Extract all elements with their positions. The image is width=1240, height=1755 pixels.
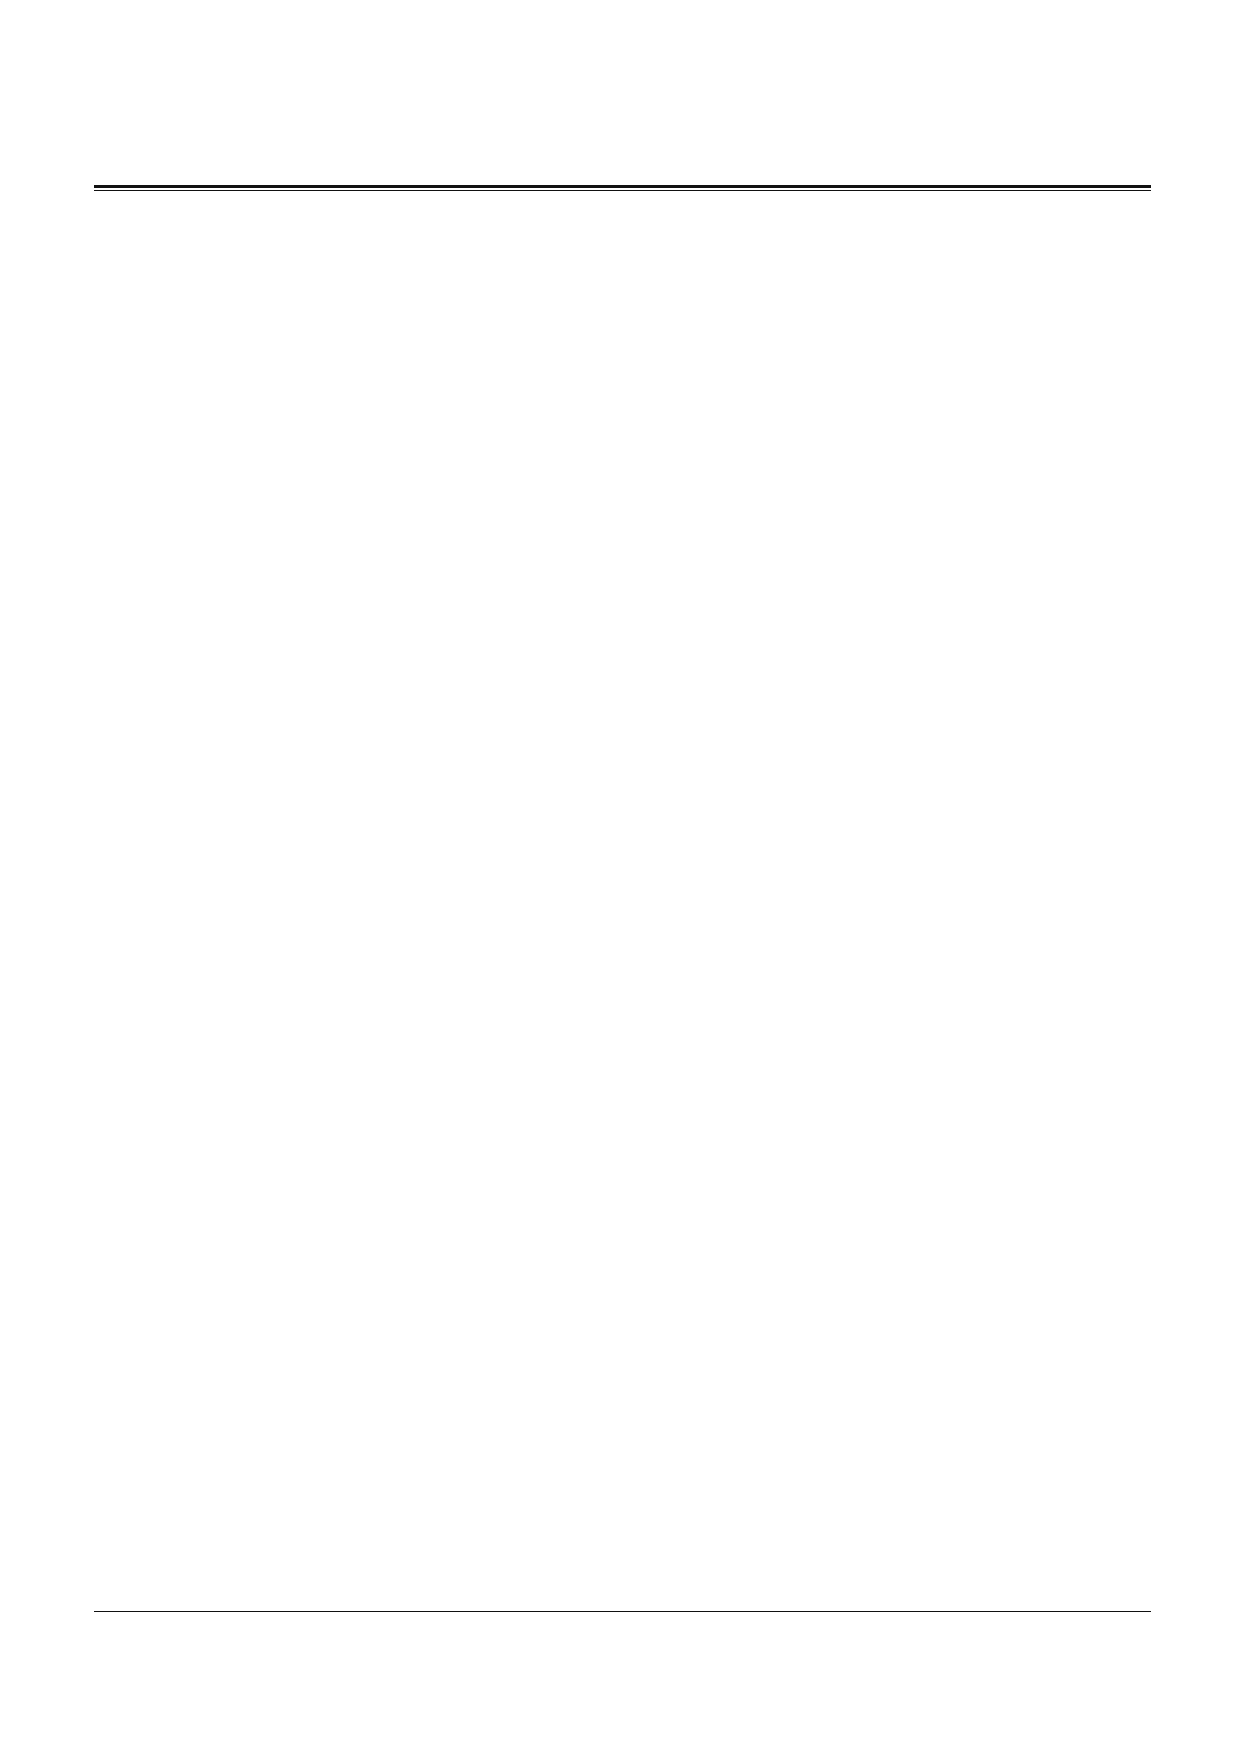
title-rule-thick: [94, 185, 1151, 188]
footer-rule: [94, 1611, 1151, 1612]
title-rule-thin: [94, 190, 1151, 191]
